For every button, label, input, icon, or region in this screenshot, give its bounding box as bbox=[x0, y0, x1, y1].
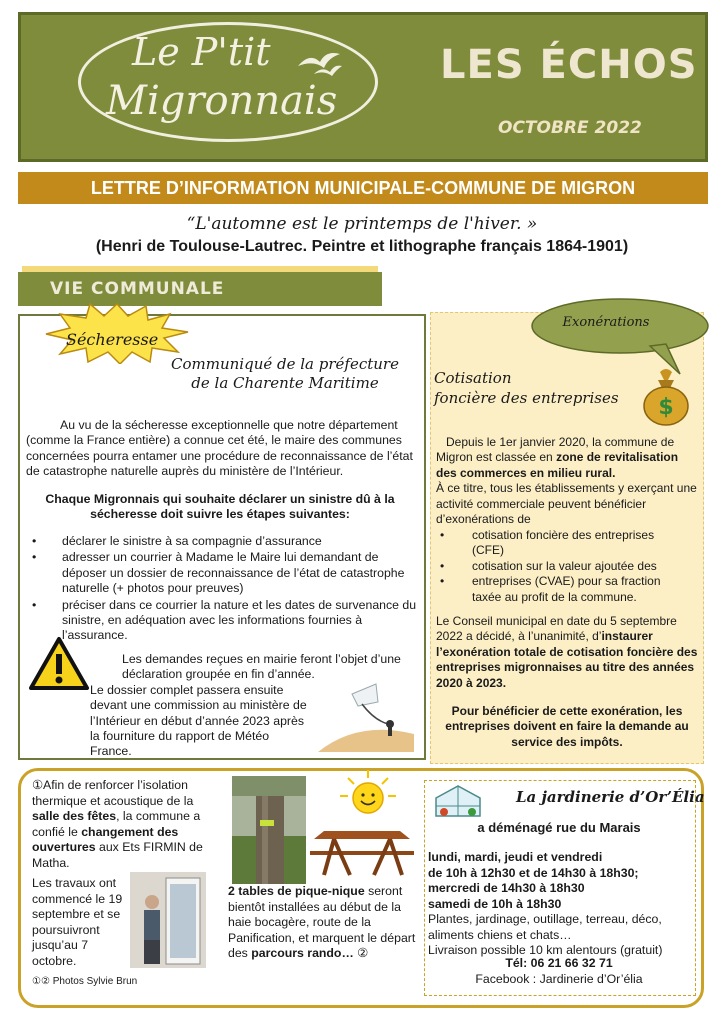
hours-line: lundi, mardi, jeudi et vendredi bbox=[428, 850, 603, 864]
quote-author: (Henri de Toulouse-Lautrec. Peintre et lithographe français 1864-1901) bbox=[95, 238, 629, 255]
logo-text-line2: Migronnais bbox=[106, 78, 338, 124]
communique-line1: Communiqué de la préfecture bbox=[171, 355, 399, 373]
picnic-table-icon bbox=[310, 825, 414, 877]
picnic-bold: 2 tables de pique-nique bbox=[228, 884, 365, 898]
garden-center-info bbox=[428, 912, 696, 959]
svg-text:$: $ bbox=[658, 395, 674, 420]
photo-credit: ①② Photos Sylvie Brun bbox=[32, 976, 138, 987]
hall-bold: salle des fêtes bbox=[32, 809, 117, 824]
info-banner: LETTRE D’INFORMATION MUNICIPALE-COMMUNE DE MIGRON bbox=[18, 172, 708, 204]
drought-steps bbox=[26, 534, 418, 645]
council-bold: instaurer l’exonération totale de cotisation foncière des entreprises migronnaises au titre des années 2020 à 2023. bbox=[436, 629, 698, 690]
works-dates: Les travaux ont commencé le 19 septembre et se poursuivront jusqu’au 7 octobre. bbox=[32, 876, 123, 968]
intro-text: Depuis le 1er janvier 2020, la commune de Migron est classée en bbox=[436, 435, 675, 465]
list-item: (CFE) bbox=[472, 543, 504, 558]
list-item: • cotisation sur la valeur ajoutée des bbox=[436, 559, 698, 574]
list-item: • cotisation foncière des entreprises bbox=[436, 528, 698, 543]
picnic-ref: ② bbox=[353, 946, 369, 961]
speech-bubble-icon bbox=[530, 296, 710, 376]
newsletter-title: LES ÉCHOS bbox=[440, 42, 698, 88]
council-text: Le Conseil municipal en date du 5 septembre 2022 a décidé, à l’unanimité, d’ bbox=[436, 614, 677, 644]
birds-icon bbox=[296, 46, 346, 80]
hall-text: ①Afin de renforcer l’isolation thermique et acoustique de la bbox=[32, 778, 194, 808]
exoneration-list bbox=[436, 528, 698, 605]
followup-dossier: Le dossier complet passera ensuite devant une commission au ministère de l’Intérieur en début d’année 2023 après la fourniture du rapport de Météo France. bbox=[90, 682, 307, 759]
kite-icon bbox=[318, 680, 414, 752]
exoneration-intro bbox=[436, 435, 698, 527]
tree-photo bbox=[232, 776, 306, 884]
followup-requests: Les demandes reçues en mairie feront l’objet d’une déclaration groupée en fin d’année. bbox=[122, 652, 401, 682]
list-item: • préciser dans ce courrier la nature et les dates de survenance du sinistre, en adéquation avec les informations fournies à l’assurance. bbox=[26, 598, 418, 644]
cotisation-line1: Cotisation bbox=[434, 369, 512, 387]
list-item: • adresser un courrier à Madame le Maire lui demandant de déposer un dossier de reconnaissance de l’état de catastrophe naturelle (+ photos pour preuves) bbox=[26, 550, 418, 596]
opening-hours bbox=[428, 850, 696, 912]
issue-date: OCTOBRE 2022 bbox=[498, 118, 642, 138]
cotisation-heading bbox=[434, 368, 634, 408]
drought-instructions: Chaque Migronnais qui souhaite déclarer un sinistre dû à la sécheresse doit suivre les étapes suivantes: bbox=[45, 492, 395, 522]
council-decision bbox=[436, 614, 698, 691]
list-item: • déclarer le sinistre à sa compagnie d’assurance bbox=[26, 534, 418, 549]
money-bag-icon bbox=[638, 366, 694, 426]
hall-text-mid: , la commune a confié le bbox=[32, 809, 201, 839]
list-item: taxée au profit de la commune. bbox=[472, 589, 637, 604]
products-text: Plantes, jardinage, outillage, terreau, déco, aliments chiens et chats… bbox=[428, 912, 662, 942]
sun-icon bbox=[338, 768, 398, 820]
intro-bold: zone de revitalisation des commerces en milieu rural. bbox=[436, 450, 679, 480]
list-item: • entreprises (CVAE) pour sa fraction bbox=[436, 574, 698, 589]
exoneration-howto: Pour bénéficier de cette exonération, les entreprises doivent en faire la demande au service des impôts. bbox=[445, 704, 689, 749]
greenhouse-icon bbox=[428, 784, 488, 818]
communique-line2: de la Charente Maritime bbox=[191, 374, 379, 392]
delivery-text: Livraison possible 10 km alentours (gratuit) bbox=[428, 943, 663, 958]
drought-label: Sécheresse bbox=[66, 330, 159, 349]
garden-center-title: La jardinerie d’Or’Élia bbox=[516, 788, 705, 806]
section-title: VIE COMMUNALE bbox=[18, 272, 382, 306]
picnic-bold2: parcours rando… bbox=[251, 946, 354, 961]
picnic-article bbox=[228, 884, 418, 962]
hours-line: de 10h à 12h30 et de 14h30 à 18h30; bbox=[428, 865, 639, 880]
communique-heading bbox=[160, 355, 410, 393]
hall-article bbox=[32, 778, 210, 872]
garden-center-address: a déménagé rue du Marais bbox=[477, 820, 641, 835]
quote-text: “L'automne est le printemps de l'hiver. » bbox=[186, 214, 538, 234]
cotisation-line2: foncière des entreprises bbox=[434, 389, 619, 407]
hall-text-end: aux Ets FIRMIN de Matha. bbox=[32, 840, 203, 870]
titre-text: À ce titre, tous les établissements y exerçant une activité commerciale peuvent bénéficier d’exonérations de bbox=[436, 481, 697, 527]
exoneration-label: Exonérations bbox=[562, 315, 650, 330]
logo-text-line1: Le P'tit bbox=[132, 30, 271, 74]
picnic-text: seront bientôt installées au début de la haie bocagère, route de la Panification, et marquent le départ des bbox=[228, 884, 416, 961]
facebook-page: Facebook : Jardinerie d’Or’élia bbox=[475, 972, 643, 986]
hours-line: samedi de 10h à 18h30 bbox=[428, 896, 562, 911]
phone-number: Tél: 06 21 66 32 71 bbox=[505, 956, 613, 970]
door-photo bbox=[130, 872, 206, 968]
hours-line: mercredi de 14h30 à 18h30 bbox=[428, 881, 585, 896]
hall-bold2: changement des ouvertures bbox=[32, 824, 179, 855]
drought-intro: Au vu de la sécheresse exceptionnelle que notre département (comme la France entière) a connue cet été, le maire des communes concernées pourra entamer une procédure de reconnaissance de l’état de catastrophe naturelle auprès du ministère de l’Intérieur. bbox=[26, 418, 413, 479]
